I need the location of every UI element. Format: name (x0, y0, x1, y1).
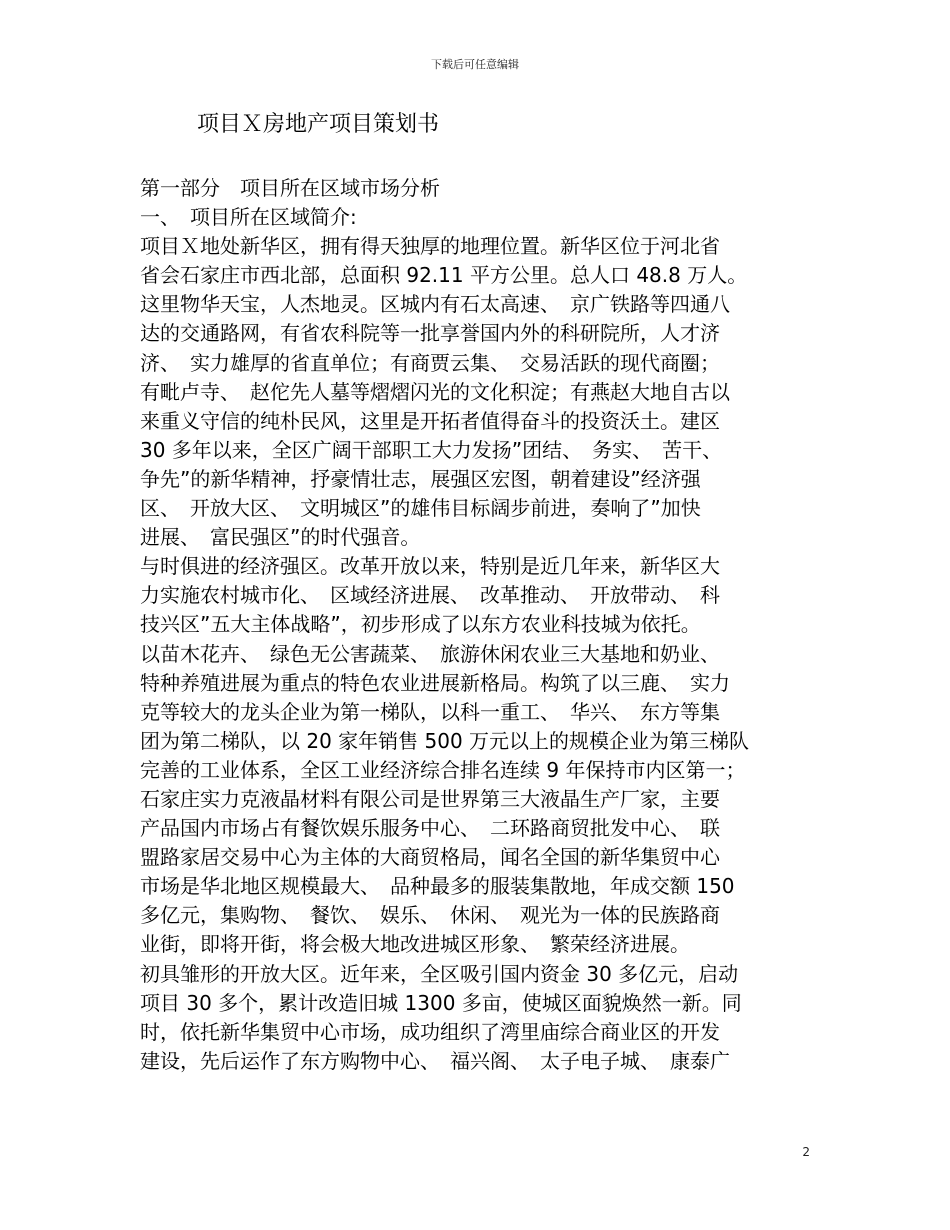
body-line: 业街，即将开街，将会极大地改进城区形象、 繁荣经济进展。 (140, 932, 690, 957)
body-line: 产品国内市场占有餐饮娱乐服务中心、 二环路商贸批发中心、 联 (140, 816, 720, 841)
body-line: 完善的工业体系，全区工业经济综合排名连续 9 年保持市内区第一； (140, 757, 746, 782)
page-number: 2 (802, 1145, 810, 1159)
body-line: 济、 实力雄厚的省直单位；有商贾云集、 交易活跃的现代商圈； (140, 350, 720, 375)
body-line: 进展、 富民强区”的时代强音。 (140, 525, 421, 550)
body-line: 时，依托新华集贸中心市场，成功组织了湾里庙综合商业区的开发 (140, 1019, 720, 1044)
body-line: 力实施农村城市化、 区域经济进展、 改革推动、 开放带动、 科 (140, 583, 720, 608)
body-line: 来重义守信的纯朴民风，这里是开拓者值得奋斗的投资沃土。建区 (140, 408, 720, 433)
body-line: 特种养殖进展为重点的特色农业进展新格局。构筑了以三鹿、 实力 (140, 670, 730, 695)
body-line: 技兴区”五大主体战略”，初步形成了以东方农业科技城为依托。 (140, 612, 701, 637)
body-line: 克等较大的龙头企业为第一梯队，以科一重工、 华兴、 东方等集 (140, 699, 720, 724)
body-line: 以苗木花卉、 绿色无公害蔬菜、 旅游休闲农业三大基地和奶业、 (140, 641, 720, 666)
body-line: 有毗卢寺、 赵佗先人墓等熠熠闪光的文化积淀；有燕赵大地自古以 (140, 379, 730, 404)
body-line: 市场是华北地区规模最大、 品种最多的服装集散地，年成交额 150 (140, 874, 735, 899)
document-title: 项目Ｘ房地产项目策划书 (197, 112, 440, 137)
body-line: 30 多年以来，全区广阔干部职工大力发扬”团结、 务实、 苦干、 (140, 437, 723, 462)
page-header: 下载后可任意编辑 (431, 58, 519, 71)
body-line: 项目Ｘ地处新华区，拥有得天独厚的地理位置。新华区位于河北省 (140, 234, 720, 259)
document-body (140, 174, 820, 1076)
body-line: 建设，先后运作了东方购物中心、 福兴阁、 太子电子城、 康泰广 (140, 1048, 730, 1073)
body-line: 项目 30 多个，累计改造旧城 1300 多亩，使城区面貌焕然一新。同 (140, 990, 742, 1015)
body-line: 争先”的新华精神，抒豪情壮志，展强区宏图，朝着建设”经济强 (140, 466, 701, 491)
body-line: 区、 开放大区、 文明城区”的雄伟目标阔步前进，奏响了”加快 (140, 496, 701, 521)
body-line: 团为第二梯队，以 20 家年销售 500 万元以上的规模企业为第三梯队 (140, 728, 750, 753)
body-line: 多亿元，集购物、 餐饮、 娱乐、 休闲、 观光为一体的民族路商 (140, 903, 720, 928)
body-line: 这里物华天宝，人杰地灵。区城内有石太高速、 京广铁路等四通八 (140, 292, 730, 317)
body-line: 初具雏形的开放大区。近年来，全区吸引国内资金 30 多亿元，启动 (140, 961, 739, 986)
body-line: 达的交通路网，有省农科院等一批享誉国内外的科研院所，人才济 (140, 321, 720, 346)
section-heading: 一、 项目所在区域简介: (140, 205, 357, 230)
section-heading: 第一部分 项目所在区域市场分析 (140, 176, 440, 200)
body-line: 盟路家居交易中心为主体的大商贸格局，闻名全国的新华集贸中心 (140, 845, 720, 870)
body-line: 石家庄实力克液晶材料有限公司是世界第三大液晶生产厂家，主要 (140, 786, 720, 811)
body-line: 与时俱进的经济强区。改革开放以来，特别是近几年来，新华区大 (140, 554, 720, 579)
body-line: 省会石家庄市西北部，总面积 92.11 平方公里。总人口 48.8 万人。 (140, 263, 748, 288)
